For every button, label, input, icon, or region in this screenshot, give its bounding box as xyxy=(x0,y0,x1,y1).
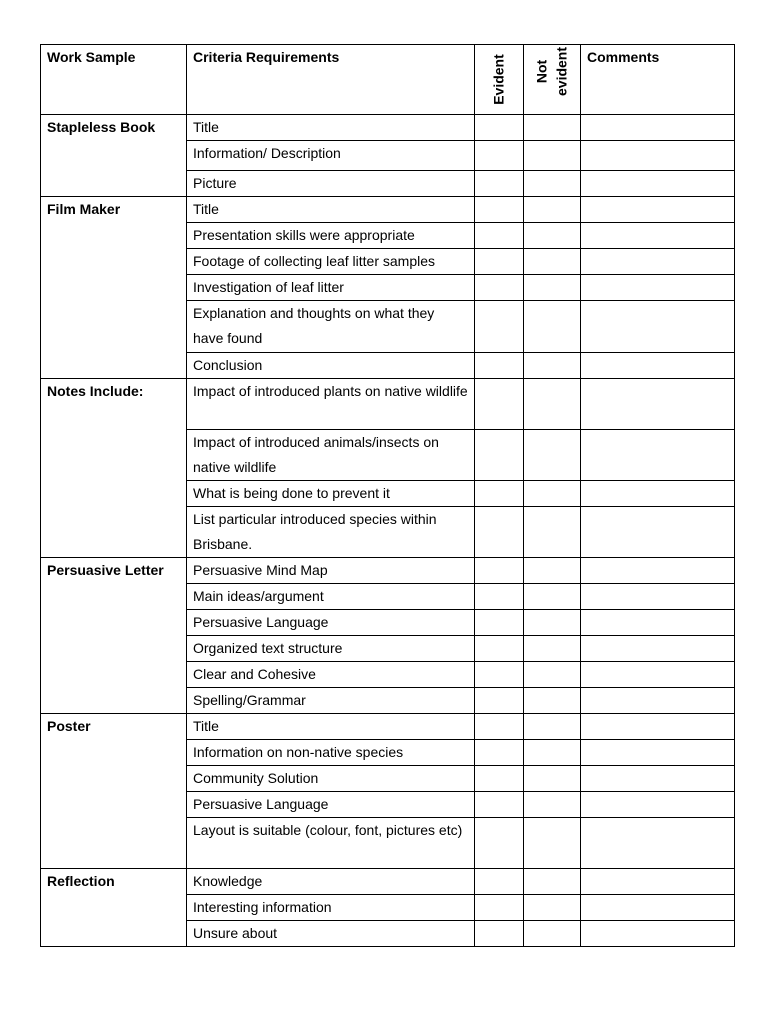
not-evident-checkbox-cell[interactable] xyxy=(524,141,581,171)
table-row xyxy=(41,197,735,223)
evident-checkbox-cell[interactable] xyxy=(475,353,524,379)
not-evident-checkbox-cell[interactable] xyxy=(524,481,581,507)
not-evident-checkbox-cell[interactable] xyxy=(524,610,581,636)
header-criteria: Criteria Requirements xyxy=(187,45,475,115)
evident-checkbox-cell[interactable] xyxy=(475,662,524,688)
not-evident-checkbox-cell[interactable] xyxy=(524,921,581,947)
header-comments: Comments xyxy=(581,45,735,115)
work-sample-name: Poster xyxy=(41,714,187,869)
criteria-item: Information/ Description xyxy=(187,141,475,171)
evident-checkbox-cell[interactable] xyxy=(475,921,524,947)
evident-checkbox-cell[interactable] xyxy=(475,249,524,275)
work-sample-name: Reflection xyxy=(41,869,187,947)
criteria-item: Clear and Cohesive xyxy=(187,662,475,688)
criteria-item: Explanation and thoughts on what they have found xyxy=(187,301,475,353)
comments-cell[interactable] xyxy=(581,197,735,223)
table-row xyxy=(41,714,735,740)
evident-checkbox-cell[interactable] xyxy=(475,115,524,141)
criteria-item: Conclusion xyxy=(187,353,475,379)
evident-checkbox-cell[interactable] xyxy=(475,301,524,353)
evident-checkbox-cell[interactable] xyxy=(475,740,524,766)
header-evident-cell xyxy=(475,45,524,115)
evident-checkbox-cell[interactable] xyxy=(475,197,524,223)
evident-checkbox-cell[interactable] xyxy=(475,430,524,481)
table-row xyxy=(41,869,735,895)
comments-cell[interactable] xyxy=(581,141,735,171)
not-evident-checkbox-cell[interactable] xyxy=(524,171,581,197)
evident-checkbox-cell[interactable] xyxy=(475,558,524,584)
not-evident-checkbox-cell[interactable] xyxy=(524,275,581,301)
comments-cell[interactable] xyxy=(581,558,735,584)
not-evident-checkbox-cell[interactable] xyxy=(524,792,581,818)
evident-checkbox-cell[interactable] xyxy=(475,223,524,249)
criteria-item: Persuasive Mind Map xyxy=(187,558,475,584)
evident-checkbox-cell[interactable] xyxy=(475,714,524,740)
not-evident-checkbox-cell[interactable] xyxy=(524,197,581,223)
table-row xyxy=(41,379,735,430)
header-not-evident-cell xyxy=(524,45,581,115)
criteria-item: Unsure about xyxy=(187,921,475,947)
not-evident-checkbox-cell[interactable] xyxy=(524,714,581,740)
not-evident-checkbox-cell[interactable] xyxy=(524,249,581,275)
evident-checkbox-cell[interactable] xyxy=(475,584,524,610)
not-evident-checkbox-cell[interactable] xyxy=(524,636,581,662)
evident-checkbox-cell[interactable] xyxy=(475,379,524,430)
comments-cell[interactable] xyxy=(581,792,735,818)
criteria-item: Persuasive Language xyxy=(187,792,475,818)
comments-cell[interactable] xyxy=(581,275,735,301)
not-evident-checkbox-cell[interactable] xyxy=(524,688,581,714)
comments-cell[interactable] xyxy=(581,115,735,141)
comments-cell[interactable] xyxy=(581,507,735,558)
criteria-item: Presentation skills were appropriate xyxy=(187,223,475,249)
not-evident-checkbox-cell[interactable] xyxy=(524,379,581,430)
evident-checkbox-cell[interactable] xyxy=(475,818,524,869)
criteria-item: Persuasive Language xyxy=(187,610,475,636)
comments-cell[interactable] xyxy=(581,740,735,766)
work-sample-name: Persuasive Letter xyxy=(41,558,187,714)
comments-cell[interactable] xyxy=(581,481,735,507)
evident-checkbox-cell[interactable] xyxy=(475,481,524,507)
not-evident-checkbox-cell[interactable] xyxy=(524,430,581,481)
header-not-evident-line1: Not xyxy=(533,59,550,84)
work-sample-name: Film Maker xyxy=(41,197,187,379)
evident-checkbox-cell[interactable] xyxy=(475,141,524,171)
comments-cell[interactable] xyxy=(581,714,735,740)
not-evident-checkbox-cell[interactable] xyxy=(524,353,581,379)
criteria-item: Organized text structure xyxy=(187,636,475,662)
criteria-item: Layout is suitable (colour, font, pictures etc) xyxy=(187,818,475,869)
evident-checkbox-cell[interactable] xyxy=(475,766,524,792)
evident-checkbox-cell[interactable] xyxy=(475,688,524,714)
not-evident-checkbox-cell[interactable] xyxy=(524,584,581,610)
criteria-item: What is being done to prevent it xyxy=(187,481,475,507)
comments-cell[interactable] xyxy=(581,249,735,275)
not-evident-checkbox-cell[interactable] xyxy=(524,507,581,558)
not-evident-checkbox-cell[interactable] xyxy=(524,818,581,869)
evident-checkbox-cell[interactable] xyxy=(475,171,524,197)
table-row xyxy=(41,558,735,584)
assessment-checklist-table xyxy=(40,44,735,947)
work-sample-name: Stapleless Book xyxy=(41,115,187,197)
evident-checkbox-cell[interactable] xyxy=(475,275,524,301)
comments-cell[interactable] xyxy=(581,921,735,947)
not-evident-checkbox-cell[interactable] xyxy=(524,766,581,792)
not-evident-checkbox-cell[interactable] xyxy=(524,558,581,584)
criteria-item: Community Solution xyxy=(187,766,475,792)
criteria-item: Impact of introduced plants on native wildlife xyxy=(187,379,475,430)
criteria-item: Knowledge xyxy=(187,869,475,895)
criteria-item: Title xyxy=(187,197,475,223)
criteria-item: Footage of collecting leaf litter samples xyxy=(187,249,475,275)
evident-checkbox-cell[interactable] xyxy=(475,895,524,921)
header-evident: Evident xyxy=(490,54,507,105)
criteria-item: Main ideas/argument xyxy=(187,584,475,610)
evident-checkbox-cell[interactable] xyxy=(475,636,524,662)
not-evident-checkbox-cell[interactable] xyxy=(524,895,581,921)
comments-cell[interactable] xyxy=(581,301,735,353)
comments-cell[interactable] xyxy=(581,223,735,249)
not-evident-checkbox-cell[interactable] xyxy=(524,740,581,766)
not-evident-checkbox-cell[interactable] xyxy=(524,662,581,688)
comments-cell[interactable] xyxy=(581,818,735,869)
evident-checkbox-cell[interactable] xyxy=(475,792,524,818)
criteria-item: Information on non-native species xyxy=(187,740,475,766)
comments-cell[interactable] xyxy=(581,353,735,379)
criteria-item: List particular introduced species within Brisbane. xyxy=(187,507,475,558)
criteria-item: Investigation of leaf litter xyxy=(187,275,475,301)
comments-cell[interactable] xyxy=(581,610,735,636)
comments-cell[interactable] xyxy=(581,379,735,430)
comments-cell[interactable] xyxy=(581,766,735,792)
evident-checkbox-cell[interactable] xyxy=(475,869,524,895)
comments-cell[interactable] xyxy=(581,662,735,688)
criteria-item: Impact of introduced animals/insects on native wildlife xyxy=(187,430,475,481)
criteria-item: Title xyxy=(187,714,475,740)
header-row xyxy=(41,45,735,115)
not-evident-checkbox-cell[interactable] xyxy=(524,869,581,895)
evident-checkbox-cell[interactable] xyxy=(475,610,524,636)
comments-cell[interactable] xyxy=(581,869,735,895)
comments-cell[interactable] xyxy=(581,688,735,714)
criteria-item: Spelling/Grammar xyxy=(187,688,475,714)
comments-cell[interactable] xyxy=(581,636,735,662)
evident-checkbox-cell[interactable] xyxy=(475,507,524,558)
work-sample-name: Notes Include: xyxy=(41,379,187,558)
comments-cell[interactable] xyxy=(581,171,735,197)
header-not-evident-line2: evident xyxy=(553,46,570,97)
comments-cell[interactable] xyxy=(581,584,735,610)
table-row xyxy=(41,115,735,141)
not-evident-checkbox-cell[interactable] xyxy=(524,223,581,249)
comments-cell[interactable] xyxy=(581,895,735,921)
criteria-item: Interesting information xyxy=(187,895,475,921)
comments-cell[interactable] xyxy=(581,430,735,481)
header-work-sample: Work Sample xyxy=(41,45,187,115)
criteria-item: Title xyxy=(187,115,475,141)
criteria-item: Picture xyxy=(187,171,475,197)
not-evident-checkbox-cell[interactable] xyxy=(524,301,581,353)
not-evident-checkbox-cell[interactable] xyxy=(524,115,581,141)
